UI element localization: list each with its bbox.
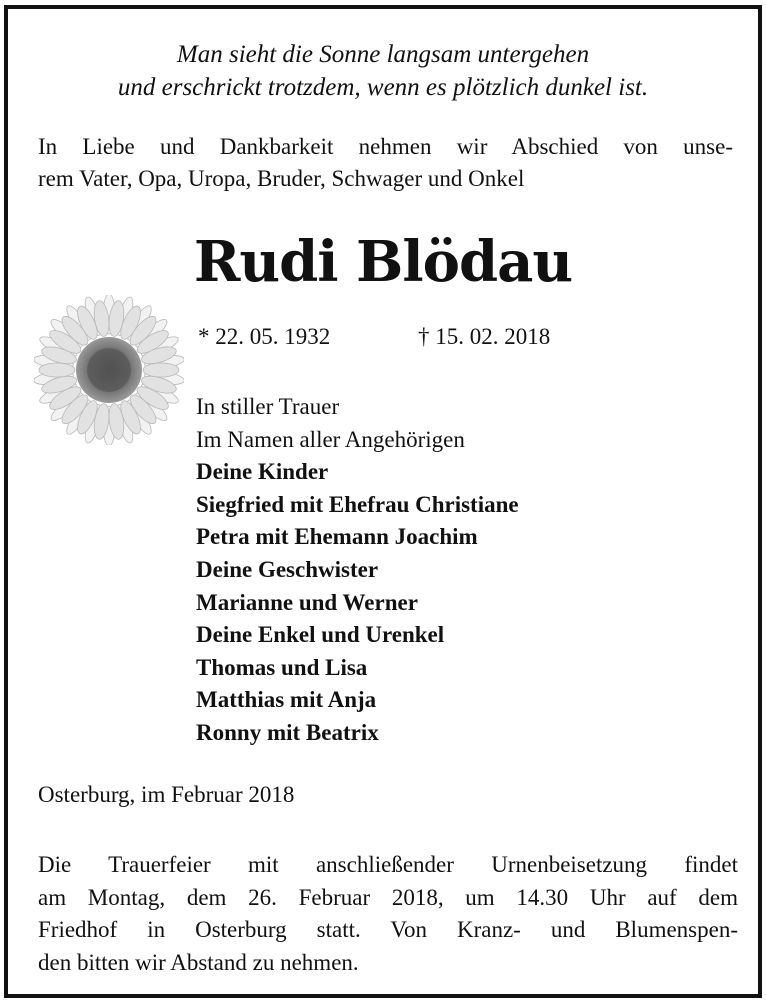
- intro-line-2: rem Vater, Opa, Uropa, Bruder, Schwager und Onkel: [38, 166, 525, 191]
- mourner-line: Thomas und Lisa: [196, 654, 368, 680]
- intro-line-1: In Liebe und Dankbarkeit nehmen wir Abschied von unse-: [38, 134, 733, 159]
- mourner-line: Ronny mit Beatrix: [196, 719, 379, 745]
- funeral-notice: [38, 849, 738, 979]
- mourner-line: Deine Enkel und Urenkel: [196, 622, 445, 648]
- quote-line-2: und erschrickt trotzdem, wenn es plötzlich dunkel ist.: [117, 74, 649, 101]
- sunflower-icon: [34, 295, 184, 445]
- birth-date: * 22. 05. 1932: [198, 324, 331, 349]
- mourner-line: Marianne und Werner: [196, 589, 418, 615]
- mourner-line: Deine Geschwister: [196, 556, 379, 582]
- notice-line-1: Die Trauerfeier mit anschließender Urnenbeisetzung findet: [38, 852, 738, 877]
- quote-line-1: Man sieht die Sonne langsam untergehen: [176, 41, 590, 68]
- deceased-name: Rudi Blödau: [193, 229, 573, 295]
- mourner-line: In stiller Trauer: [196, 394, 340, 419]
- intro-text: [38, 131, 733, 195]
- mourner-line: Siegfried mit Ehefrau Christiane: [196, 491, 519, 517]
- mourners-list: [196, 391, 519, 750]
- notice-line-2: am Montag, dem 26. Februar 2018, um 14.30 Uhr auf dem: [38, 884, 738, 910]
- death-date: † 15. 02. 2018: [418, 324, 551, 349]
- mourner-line: Petra mit Ehemann Joachim: [196, 524, 478, 550]
- obituary-frame: [4, 5, 762, 998]
- notice-line-4: den bitten wir Abstand zu nehmen.: [38, 949, 359, 975]
- mourner-line: Matthias mit Anja: [196, 687, 377, 713]
- place-date: Osterburg, im Februar 2018: [38, 782, 295, 807]
- notice-line-3: Friedhof in Osterburg statt. Von Kranz- und Blumenspen-: [38, 917, 738, 942]
- mourner-line: Deine Kinder: [196, 459, 329, 485]
- mourner-line: Im Namen aller Angehörigen: [196, 426, 465, 452]
